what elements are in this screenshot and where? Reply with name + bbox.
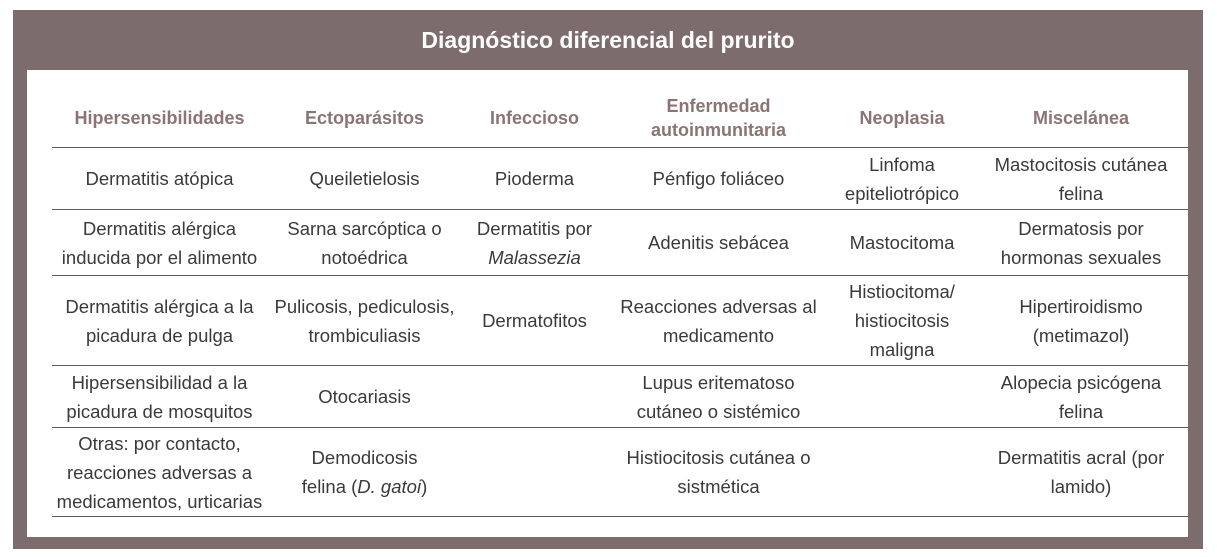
table-cell: Histiocitosis cutánea o sistmética [607, 428, 830, 517]
column-header: Hipersensibilidades [52, 89, 267, 148]
cell-text: Dermatitis por [476, 217, 593, 239]
table-row [52, 366, 1188, 428]
cell-text-italic: Malassezia [488, 246, 581, 268]
table-cell: Dermatitis acral (por lamido) [974, 428, 1188, 517]
table-cell: Linfoma epiteliotrópico [830, 148, 974, 210]
table-title: Diagnóstico diferencial del prurito [421, 26, 795, 53]
column-header: Neoplasia [830, 89, 974, 148]
table-cell [830, 366, 974, 428]
table-cell: Hipersensibilidad a la picadura de mosquitos [52, 366, 267, 428]
column-header: Ectoparásitos [267, 89, 462, 148]
table-cell: Pioderma [462, 148, 607, 210]
table-cell: Lupus eritematoso cutáneo o sistémico [607, 366, 830, 428]
column-header: Enfermedad autoinmunitaria [607, 89, 830, 148]
table-row [52, 428, 1188, 517]
table-cell: Dermatitis atópica [52, 148, 267, 210]
table-cell: Reacciones adversas al medicamento [607, 276, 830, 366]
cell-text: ) [421, 476, 428, 497]
table-cell: Pulicosis, pediculosis, trombiculiasis [267, 276, 462, 366]
table-cell: Pénfigo foliáceo [607, 148, 830, 210]
cell-text: Demodicosis [311, 447, 418, 468]
table-cell: Sarna sarcóptica o notoédrica [267, 210, 462, 276]
column-header: Miscelánea [974, 89, 1188, 148]
differential-diagnosis-table [52, 89, 1188, 517]
table-row [52, 148, 1188, 210]
table-panel [27, 70, 1188, 537]
cell-text: felina ( [301, 476, 358, 497]
cell-text-italic: D. gatoi [357, 476, 422, 497]
table-cell [462, 210, 607, 276]
table-cell [462, 428, 607, 517]
table-cell: Dermatofitos [462, 276, 607, 366]
table-cell: Queiletielosis [267, 148, 462, 210]
table-cell: Mastocitoma [830, 210, 974, 276]
table-cell: Otras: por contacto, reacciones adversas a medicamentos, urticarias [52, 428, 267, 517]
table-cell: Otocariasis [267, 366, 462, 428]
table-cell: Hipertiroidismo (metimazol) [974, 276, 1188, 366]
table-cell: Alopecia psicógena felina [974, 366, 1188, 428]
column-header: Infeccioso [462, 89, 607, 148]
table-cell [462, 366, 607, 428]
table-cell: Dermatitis alérgica a la picadura de pulga [52, 276, 267, 366]
table-frame [13, 10, 1203, 549]
table-cell: Adenitis sebácea [607, 210, 830, 276]
table-cell: Histiocitoma/ histiocitosis maligna [830, 276, 974, 366]
table-cell [267, 428, 462, 517]
table-cell [830, 428, 974, 517]
table-cell: Dermatosis por hormonas sexuales [974, 210, 1188, 276]
table-cell: Mastocitosis cutánea felina [974, 148, 1188, 210]
table-row [52, 210, 1188, 276]
header-row [52, 89, 1188, 148]
table-cell: Dermatitis alérgica inducida por el alimento [52, 210, 267, 276]
table-row [52, 276, 1188, 366]
